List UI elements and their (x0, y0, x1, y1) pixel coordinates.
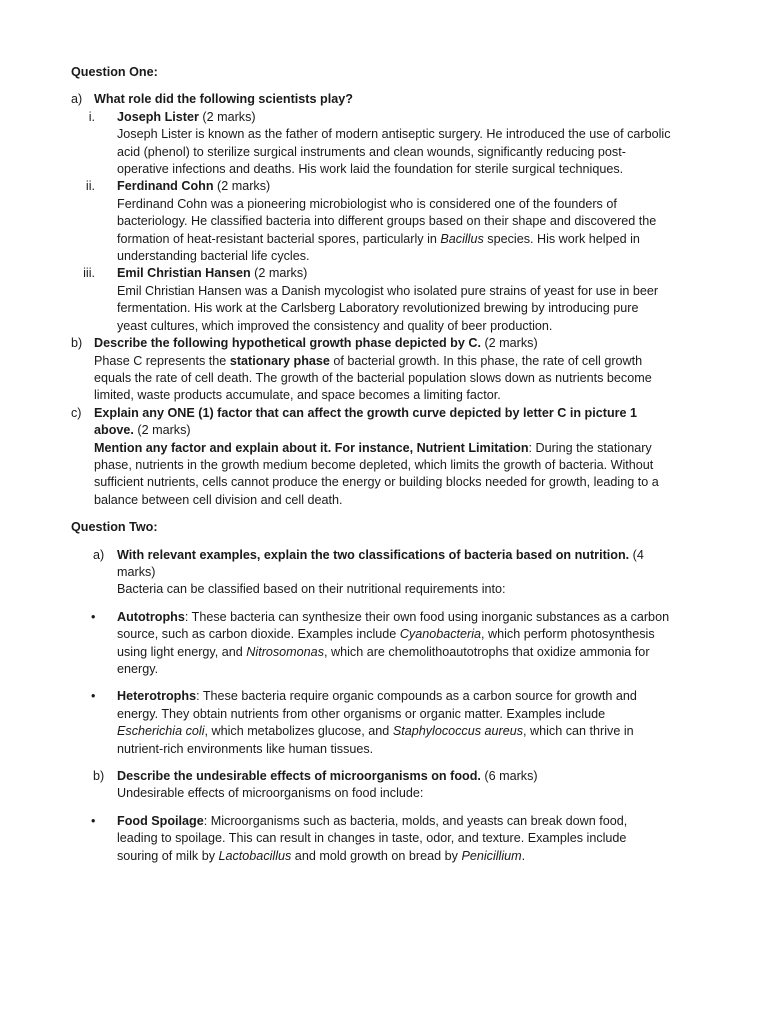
bullet-body (117, 813, 671, 865)
list-item (71, 688, 671, 758)
q1-a-item-2-heading (117, 178, 671, 195)
list-item (71, 813, 671, 865)
marks-label: (4 marks) (117, 547, 644, 579)
q2-part-a (71, 547, 671, 599)
q1-part-a-question: What role did the following scientists play? (94, 92, 353, 107)
term-autotrophs: Autotrophs (117, 609, 185, 624)
body-text: . (521, 848, 526, 863)
q1-a-item-3-marker: iii. (83, 266, 95, 281)
species-name: Lactobacillus (218, 848, 292, 863)
q2-part-b (71, 768, 671, 803)
body-text: : During the stationary phase, nutrients in the growth medium become depleted, which limits the growth of bacteria. Without sufficient nutrients, cells cannot produce the energy or building blocks needed for growth, leading to a balance between cell division and cell death. (94, 440, 659, 507)
bullet-body (117, 609, 671, 679)
body-text: and mold growth on bread by (291, 848, 462, 863)
q2-part-b-heading (117, 768, 671, 785)
body-text: : These bacteria can synthesize their own food using inorganic substances as a carbon source, such as carbon dioxide. Examples include (117, 609, 670, 642)
body-text: , which perform photosynthesis using light energy, and (117, 627, 655, 659)
marks-label: (2 marks) (250, 266, 308, 281)
q1-part-c (71, 405, 671, 509)
term-food-spoilage: Food Spoilage (117, 813, 204, 828)
bullet-marker: • (91, 813, 96, 828)
list-item (71, 609, 671, 679)
q1-part-c-question: Explain any ONE (1) factor that can affect the growth curve depicted by letter C in picture 1 above. (94, 405, 638, 438)
emphasis-text: stationary phase (229, 353, 330, 368)
q1-a-item-3-body: Emil Christian Hansen was a Danish mycologist who isolated pure strains of yeast for use in beer fermentation. His work at the Carlsberg Laboratory revolutionized brewing by introducing pure yeast cultures, which improved the consistency and quality of beer production. (117, 283, 659, 333)
body-text: Phase C represents the (94, 353, 230, 368)
q1-a-item-3 (71, 265, 671, 335)
term-heterotrophs: Heterotrophs (117, 689, 197, 704)
bullet-marker: • (91, 689, 96, 704)
body-text: : These bacteria require organic compounds as a carbon source for growth and energy. They obtain nutrients from other organisms or organic matter. Examples include (117, 689, 637, 721)
q1-part-b-question: Describe the following hypothetical growth phase depicted by C. (94, 336, 481, 351)
q1-a-item-1 (71, 109, 671, 179)
marks-label: (2 marks) (198, 109, 256, 124)
body-text: , which are chemolithoautotrophs that oxidize ammonia for energy. (117, 644, 650, 676)
q2-part-b-intro: Undesirable effects of microorganisms on food include: (117, 786, 424, 801)
question-one-title: Question One: (71, 65, 158, 79)
q2-part-b-marker: b) (93, 769, 105, 784)
body-text: Ferdinand Cohn was a pioneering microbiologist who is considered one of the founders of bacteriology. He classified bacteria into different groups based on their shape and discovered the formation of heat-resistant bacterial spores, particularly in (117, 196, 657, 246)
q1-a-item-1-body: Joseph Lister is known as the father of modern antiseptic surgery. He introduced the use of carbolic acid (phenol) to sterilize surgical instruments and clean wounds, significantly reducing post-operative infections and deaths. His work laid the foundation for sterile surgical techniques. (117, 127, 671, 177)
q1-part-b-heading (94, 335, 671, 352)
q1-a-item-2 (71, 178, 671, 265)
q1-part-a-marker: a) (71, 92, 83, 107)
scientist-name-lister: Joseph Lister (117, 109, 199, 124)
marks-label: (2 marks) (480, 336, 538, 351)
q1-a-item-3-heading (117, 265, 671, 282)
q2-part-b-question: Describe the undesirable effects of microorganisms on food. (117, 769, 481, 784)
q2-part-a-marker: a) (93, 547, 105, 562)
species-name: Nitrosomonas (246, 644, 324, 659)
emphasis-text: Mention any factor and explain about it. For instance, Nutrient Limitation (94, 440, 529, 455)
marks-label: (2 marks) (133, 423, 191, 438)
body-text: : Microorganisms such as bacteria, molds, and yeasts can break down food, leading to spoilage. This can result in changes in taste, odor, and texture. Examples include souring of milk by (117, 813, 628, 863)
bullet-body (117, 688, 671, 758)
marks-label: (2 marks) (213, 179, 271, 194)
q1-part-b-body (94, 353, 671, 405)
q1-part-c-heading (94, 405, 671, 440)
q1-part-b (71, 335, 671, 405)
q1-a-item-1-heading (117, 109, 671, 126)
q1-part-a (71, 91, 671, 108)
body-text: species. His work helped in understanding bacterial life cycles. (117, 231, 640, 264)
q1-a-item-1-marker: i. (88, 109, 95, 124)
marks-label: (6 marks) (480, 769, 538, 784)
body-text: , which can thrive in nutrient-rich environments like human tissues. (117, 724, 634, 756)
q1-part-b-marker: b) (71, 336, 83, 351)
species-name: Escherichia coli (117, 724, 205, 739)
q2-part-a-question: With relevant examples, explain the two classifications of bacteria based on nutrition. (117, 547, 630, 562)
q1-part-c-body (94, 440, 671, 510)
q1-part-c-marker: c) (71, 405, 82, 420)
species-name: Staphylococcus aureus (392, 724, 524, 739)
question-two-title: Question Two: (71, 520, 158, 535)
document-page (71, 64, 671, 865)
species-name: Penicillium (461, 848, 522, 863)
q1-a-item-2-body (117, 196, 671, 266)
bullet-marker: • (91, 609, 96, 624)
species-name: Bacillus (440, 231, 484, 246)
body-text: , which metabolizes glucose, and (204, 724, 393, 739)
scientist-name-cohn: Ferdinand Cohn (117, 179, 214, 194)
body-text: of bacterial growth. In this phase, the rate of cell growth equals the rate of cell death. The growth of the bacterial population slows down as nutrients become limited, waste products accumulate, and space becomes a limiting factor. (94, 353, 652, 403)
q1-a-item-2-marker: ii. (85, 179, 95, 194)
q2-part-a-intro: Bacteria can be classified based on their nutritional requirements into: (117, 582, 506, 597)
scientist-name-hansen: Emil Christian Hansen (117, 266, 251, 281)
q2-part-a-heading (117, 547, 671, 582)
species-name: Cyanobacteria (399, 627, 482, 642)
